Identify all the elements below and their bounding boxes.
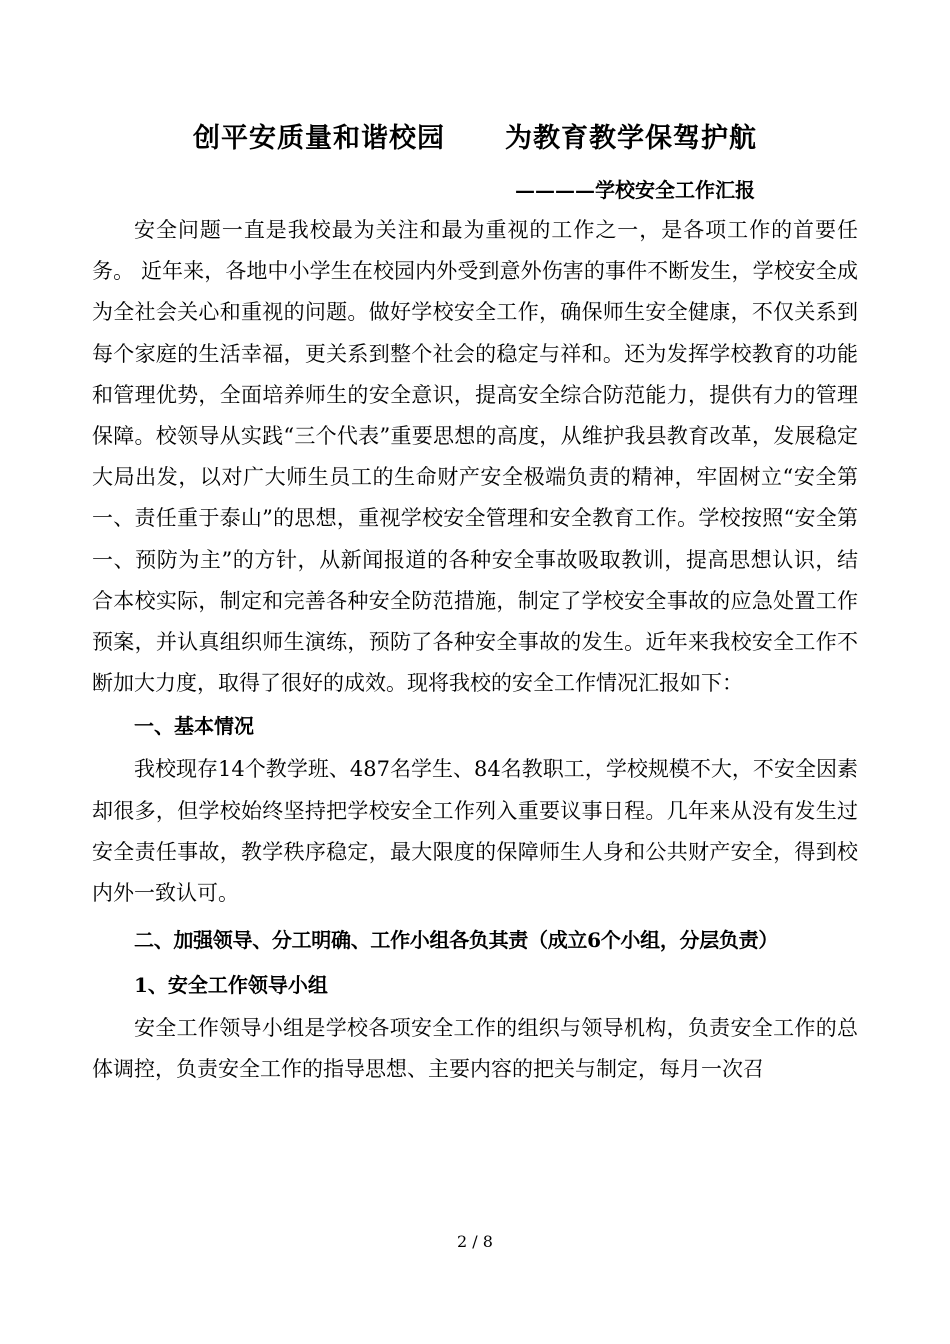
title-part-1: 创平安质量和谐校园: [193, 123, 445, 154]
subsection-1-heading: 1、安全工作领导小组: [134, 973, 328, 998]
section-1-heading: 一、基本情况: [134, 714, 254, 739]
title-part-2: 为教育教学保驾护航: [505, 123, 757, 154]
page-number: 2 / 8: [457, 1232, 493, 1251]
intro-paragraph: 安全问题一直是我校最为关注和最为重视的工作之一，是各项工作的首要任务。 近年来，各地中小学生在校园内外受到意外伤害的事件不断发生，学校安全成为全社会关心和重视的问题。做好学校安全工作，确保师生安全健康，不仅关系到每个家庭的生活幸福，更关系到整个社会的稳定与祥和。还为发挥学校教育的功能和管理优势，全面培养师生的安全意识，提高安全综合防范能力，提供有力的管理保障。校领导从实践“三个代表”重要思想的高度，从维护我县教育改革，发展稳定大局出发，以对广大师生员工的生命财产安全极端负责的精神，牢固树立“安全第一、责任重于泰山”的思想，重视学校安全管理和安全教育工作。学校按照“安全第一、预防为主”的方针，从新闻报道的各种安全事故吸取教训，提高思想认识，结合本校实际，制定和完善各种安全防范措施，制定了学校安全事故的应急处置工作预案，并认真组织师生演练，预防了各种安全事故的发生。近年来我校安全工作不断加大力度，取得了很好的成效。现将我校的安全工作情况汇报如下：: [92, 218, 858, 696]
document-subtitle: ————学校安全工作汇报: [515, 178, 755, 202]
section-1-paragraph: 我校现存14个教学班、487名学生、84名教职工，学校规模不大，不安全因素却很多，但学校始终坚持把学校安全工作列入重要议事日程。几年来从没有发生过安全责任事故，教学秩序稳定，最大限度的保障师生人身和公共财产安全，得到校内外一致认可。: [92, 757, 858, 906]
section-2-heading: 二、加强领导、分工明确、工作小组各负其责（成立6个小组，分层负责）: [134, 928, 779, 953]
document-title: [0, 116, 950, 155]
subsection-1-paragraph: 安全工作领导小组是学校各项安全工作的组织与领导机构，负责安全工作的总体调控，负责安全工作的指导思想、主要内容的把关与制定，每月一次召: [92, 1016, 858, 1082]
document-body: [92, 210, 858, 1091]
